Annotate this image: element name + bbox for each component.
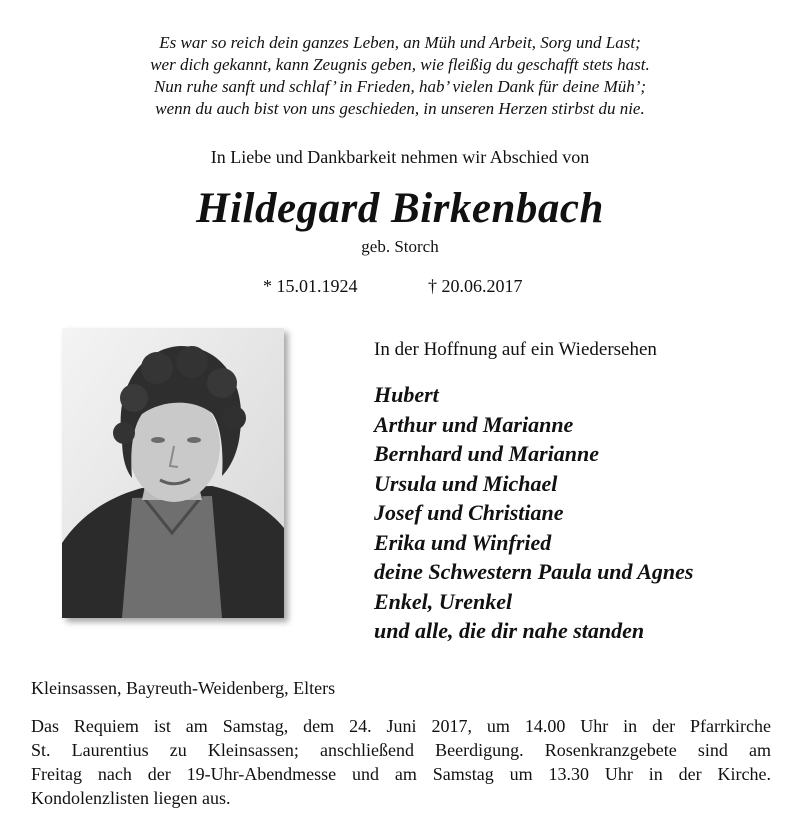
requiem-line: St. Laurentius zu Kleinsassen; anschließend Beerdigung. Rosenkranzgebete sind am (31, 740, 771, 760)
requiem-details (31, 714, 771, 810)
poem-line: wer dich gekannt, kann Zeugnis geben, wie fleißig du geschafft stets hast. (150, 55, 650, 74)
deceased-name: Hildegard Birkenbach (196, 185, 604, 232)
mourner-entry: Hubert (374, 382, 439, 407)
family-locations: Kleinsassen, Bayreuth-Weidenberg, Elters (31, 678, 336, 698)
mourner-entry: Josef und Christiane (374, 500, 564, 525)
mourner-entry: Enkel, Urenkel (374, 588, 513, 614)
mourner-entry: Arthur und Marianne (374, 411, 574, 437)
mourner-entry: deine Schwestern Paula und Agnes (374, 559, 694, 584)
portrait-illustration (62, 328, 284, 618)
memorial-poem (0, 32, 800, 120)
death-date: † 20.06.2017 (428, 276, 523, 296)
mourner-entry: Bernhard und Marianne (374, 441, 599, 466)
hope-line: In der Hoffnung auf ein Wiedersehen (374, 339, 657, 360)
farewell-intro: In Liebe und Dankbarkeit nehmen wir Abschied von (210, 147, 590, 167)
requiem-line: Freitag nach der 19-Uhr-Abendmesse und am Samstag um 13.30 Uhr in der Kirche. (31, 764, 771, 784)
poem-line: wenn du auch bist von uns geschieden, in unseren Herzen stirbst du nie. (155, 99, 645, 118)
mourner-entry: Ursula und Michael (374, 470, 558, 496)
poem-line: Es war so reich dein ganzes Leben, an Müh und Arbeit, Sorg und Last; (159, 33, 641, 52)
birth-date: * 15.01.1924 (263, 276, 358, 296)
mourner-entry: Erika und Winfried (374, 529, 552, 555)
maiden-name: geb. Storch (361, 237, 439, 256)
poem-line: Nun ruhe sanft und schlaf’ in Frieden, hab’ vielen Dank für deine Müh’; (153, 77, 647, 96)
requiem-line: Kondolenzlisten liegen aus. (31, 788, 231, 808)
requiem-line: Das Requiem ist am Samstag, dem 24. Juni 2017, um 14.00 Uhr in der Pfarrkirche (31, 716, 771, 736)
mourners-list (374, 380, 693, 646)
portrait-photo (62, 328, 284, 618)
mourner-entry: und alle, die dir nahe standen (374, 618, 645, 643)
